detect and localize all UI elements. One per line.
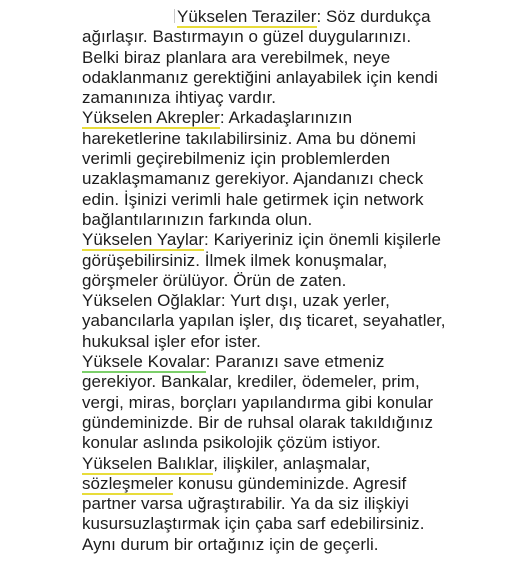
text-line: görüşebilirsiniz. İlmek ilmek konuşmalar, [82, 250, 388, 270]
text-line [82, 454, 510, 474]
text-line: hareketlerine takılabilirsiniz. Ama bu dönemi [82, 128, 416, 148]
text-line: partner varsa uğraştırabilir. Ya da siz ilişkiyi [82, 494, 409, 514]
paragraph-kovalar [82, 352, 510, 453]
text-line: gündeminizde. Bir de ruhsal olarak takıldığınız [82, 412, 434, 432]
heading-yuksele-kovalar: Yüksele Kovalar [82, 352, 206, 372]
text-line: zamanınıza ihtiyaç vardır. [82, 88, 277, 108]
paragraph-teraziler [82, 7, 510, 108]
text-line [82, 7, 510, 27]
text-fragment: : Söz durdukça [316, 7, 431, 26]
text-line: edin. İşinizi verimli hale getirmek için network [82, 189, 424, 209]
text-line: hukuksal işler efor ister. [82, 331, 261, 351]
heading-yukselen-akrepler: Yükselen Akrepler [82, 108, 220, 128]
text-fragment: : Kariyeriniz için önemli kişilerle [204, 230, 442, 250]
text-line [82, 291, 510, 311]
underlined-sozlesmeler: sözleşmeler [82, 473, 174, 493]
text-line: yabancılarla yapılan işler, dış ticaret, seyahatler, [82, 311, 446, 331]
text-line [82, 474, 510, 494]
heading-yukselen-baliklar: Yükselen Balıklar [82, 453, 214, 473]
horoscope-document [82, 7, 510, 555]
text-cursor-icon [174, 9, 175, 23]
heading-yukselen-oglaklar: Yükselen Oğlaklar [82, 291, 221, 311]
text-line: uzaklaşmamanız gerekiyor. Ajandanızı check [82, 169, 424, 189]
paragraph-yaylar [82, 230, 510, 291]
text-line: ağırlaşır. Bastırmayın o güzel duygularınızı. [82, 27, 412, 47]
text-line: görşmeler örülüyor. Örün de zaten. [82, 270, 347, 290]
text-line: verimli geçirebilmeniz için problemlerden [82, 149, 391, 169]
text-fragment: : Yurt dışı, uzak yerler, [220, 291, 390, 311]
text-line [82, 230, 510, 250]
paragraph-akrepler [82, 108, 510, 230]
text-line: odaklanmanız gerektiğini anlayabilek için kendi [82, 67, 438, 87]
text-line: gerekiyor. Bankalar, krediler, ödemeler, prim, [82, 372, 420, 392]
text-line [82, 352, 510, 372]
paragraph-oglaklar [82, 291, 510, 352]
text-line: kusursuzlaştırmak için çaba sarf edebilirsiniz. [82, 514, 425, 534]
paragraph-baliklar [82, 454, 510, 555]
heading-yukselen-teraziler: Yükselen Teraziler [177, 7, 317, 26]
text-fragment: konusu gündeminizde. Agresif [173, 473, 407, 493]
text-line: Belki biraz planlara ara verebilmek, neye [82, 47, 391, 67]
text-line: vergi, miras, borçları yapılandırma gibi konular [82, 392, 434, 412]
text-fragment: : Paranızı save etmeniz [205, 352, 385, 372]
text-line: Aynı durum bir ortağınız için de geçerli. [82, 534, 379, 554]
text-line: konular aslında psikolojik çözüm istiyor. [82, 433, 381, 453]
heading-yukselen-yaylar: Yükselen Yaylar [82, 230, 205, 250]
text-fragment: : Arkadaşlarınızın [219, 108, 353, 128]
text-line [82, 108, 510, 128]
text-line: bağlantılarınızın farkında olun. [82, 209, 313, 229]
text-fragment: , ilişkiler, anlaşmalar, [213, 453, 371, 473]
